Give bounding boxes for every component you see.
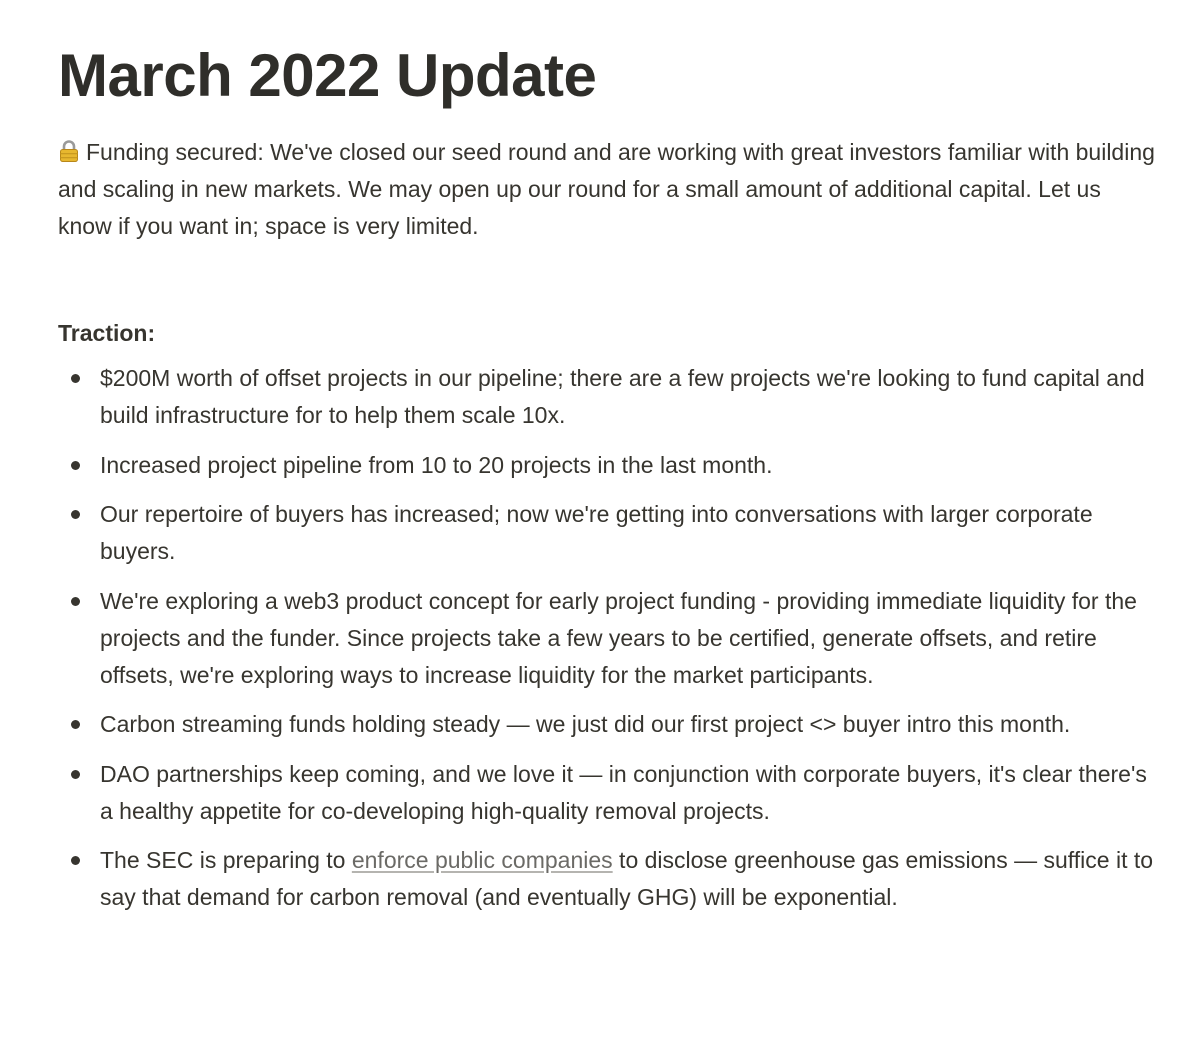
list-item (58, 583, 1158, 694)
intro-text: Funding secured: We've closed our seed round and are working with great investors familiar with building and scaling in new markets. We may open up our round for a small amount of additional capital. Let us know if you want in; space is very limited. (58, 139, 1155, 239)
bullet-dot (71, 597, 80, 606)
document-page (58, 0, 1158, 929)
traction-heading: Traction: (58, 320, 156, 346)
list-item (58, 496, 1158, 570)
bullet-dot (71, 510, 80, 519)
bullet-dot (71, 374, 80, 383)
list-item-text: Carbon streaming funds holding steady — we just did our first project <> buyer intro this month. (100, 711, 1071, 737)
list-item (58, 447, 1158, 484)
list-item-text: Increased project pipeline from 10 to 20 projects in the last month. (100, 451, 773, 478)
page-title: March 2022 Update (58, 42, 597, 109)
bullet-dot (71, 461, 80, 470)
bullet-dot (71, 856, 80, 865)
list-item-text: $200M worth of offset projects in our pipeline; there are a few projects we're looking to fund capital and build infrastructure for to help them scale 10x. (100, 365, 1145, 428)
list-item-text-after: to disclose greenhouse gas emissions — suffice it to say that demand for carbon removal (and eventually GHG) will be exponential. (100, 847, 1154, 910)
list-item (58, 706, 1158, 743)
list-item-text: DAO partnerships keep coming, and we love it — in conjunction with corporate buyers, it's clear there's a healthy appetite for co-developing high-quality removal projects. (100, 760, 1147, 824)
lock-icon (58, 137, 80, 161)
list-item-text: Our repertoire of buyers has increased; now we're getting into conversations with larger corporate buyers. (100, 501, 1093, 564)
list-item-text-before: The SEC is preparing to (100, 847, 352, 873)
bullet-dot (71, 720, 80, 729)
intro-paragraph (58, 134, 1158, 245)
list-item (58, 756, 1158, 830)
list-item (58, 842, 1158, 916)
traction-list (58, 360, 1158, 916)
enforce-public-companies-link[interactable]: enforce public companies (351, 847, 613, 873)
list-item (58, 360, 1158, 434)
list-item-text: We're exploring a web3 product concept for early project funding - providing immediate liquidity for the projects and the funder. Since projects take a few years to be certified, generate offsets, and retire offsets, we're exploring ways to increase liquidity for the market participants. (100, 587, 1137, 688)
bullet-dot (71, 770, 80, 779)
